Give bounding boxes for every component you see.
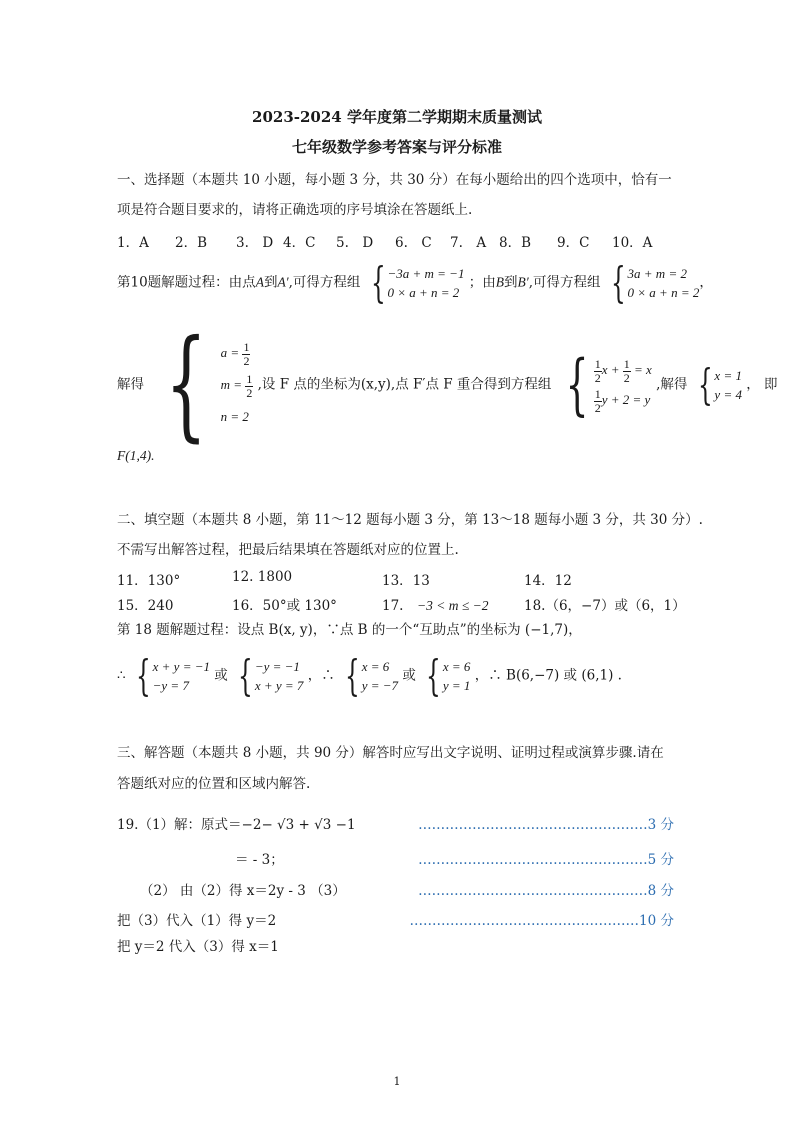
score-10: ……………………………………………10 分 (409, 913, 674, 929)
equation-system-2: { 3a + m = 2 0 × a + n = 2 (610, 258, 700, 307)
mc-answer: 10．A (612, 235, 653, 251)
page-subtitle: 七年级数学参考答案与评分标准 (291, 138, 502, 156)
section3-intro-1: 三、解答题（本题共 8 小题，共 90 分）解答时应写出文字说明、证明过程或演算步骤.请在 (117, 745, 664, 761)
fill-answer: 14．12 (524, 573, 572, 589)
q10-result: F(1,4). (117, 448, 155, 463)
q19-line-3: （2） 由（2）得 x＝2y - 3 （3） (140, 883, 346, 899)
page-number: 1 (393, 1075, 401, 1088)
fill-answer: 18.（6，−7）或（6，1） (524, 598, 686, 614)
fill-answer: 17. −3 < m ≤ −2 (382, 598, 489, 614)
q18-systems-line: ∴ { x + y = −1 −y = 7 或 { −y = −1 x + y = 7 ，∴ { x = 6 y = −7 或 { x = 6 y = 1 ，∴ B(6,−7) 或 (6,1) . (117, 651, 622, 700)
q18-system-4: { x = 6 y = 1 (426, 651, 471, 700)
score-5: ……………………………………………5 分 (418, 852, 674, 868)
score-3: ……………………………………………3 分 (418, 817, 674, 833)
mc-answer: 8．B (499, 235, 532, 251)
q18-system-3: { x = 6 y = −7 (345, 651, 399, 700)
mc-answer: 5. D (336, 235, 374, 251)
fill-answer: 15．240 (117, 598, 174, 614)
section3-intro-2: 答题纸对应的位置和区域内解答. (117, 776, 311, 792)
fill-answer: 13．13 (382, 573, 430, 589)
section1-intro-2: 项是符合题目要求的，请将正确选项的序号填涂在答题纸上. (117, 202, 473, 218)
q18-system-2: { −y = −1 x + y = 7 (238, 651, 304, 700)
mc-answer: 6. C (395, 235, 432, 251)
page-title: 2023-2024 学年度第二学期期末质量测试 (252, 108, 542, 126)
equation-system-4: { x = 1 y = 4 (697, 360, 742, 409)
q19-line-5: 把 y＝2 代入（3）得 x＝1 (117, 939, 279, 955)
score-8: ……………………………………………8 分 (418, 883, 674, 899)
q18-solution-line: 第 18 题解题过程：设点 B(x, y)，∵点 B 的一个“互助点”的坐标为 (−1,7)， (117, 622, 582, 638)
section2-intro-1: 二、填空题（本题共 8 小题，第 11～12 题每小题 3 分，第 13～18 题每小题 3 分，共 30 分）. (117, 512, 703, 528)
fill-answer: 16．50°或 130° (232, 598, 337, 614)
mc-answer: 3. D (236, 235, 274, 251)
q18-system-1: { x + y = −1 −y = 7 (135, 651, 210, 700)
q10-solution-line: 第10题解题过程：由点A到A′,可得方程组 { −3a + m = −1 0 × a + n = 2 ；由B到B′,可得方程组 { 3a + m = 2 0 × a + n = 2 ， (117, 258, 713, 307)
mc-answer: 7. A (450, 235, 487, 251)
q10-solve-line: 解得 { a = $\frac{1}{2}$ m = $\frac{1}{2}$ n = 2 ,设 F 点的坐标为(x,y),点 F′点 F 重合得到方程组 { $\frac{1}{2}$ x + $\frac{1}{2}$ = x $\frac{1}{2}$ y + 2 = y ,解得 { x = 1 y = 4 ， 即 (117, 315, 778, 454)
mc-answer: 9．C (557, 235, 590, 251)
solution-system: { a = $\frac{1}{2}$ m = $\frac{1}{2}$ n = 2 (165, 315, 253, 454)
q19-line-2: ＝ - 3； (235, 852, 284, 868)
section2-intro-2: 不需写出解答过程，把最后结果填在答题纸对应的位置上. (117, 542, 459, 558)
fill-answer: 11．130° (117, 573, 181, 589)
q19-line-4: 把（3）代入（1）得 y＝2 (117, 913, 277, 929)
mc-answer: 1．A (117, 235, 149, 251)
section1-intro-1: 一、选择题（本题共 10 小题，每小题 3 分，共 30 分）在每小题给出的四个选项中，恰有一 (117, 172, 672, 188)
equation-system-3: { $\frac{1}{2}$ x + $\frac{1}{2}$ = x $\frac{1}{2}$ y + 2 = y (565, 346, 652, 423)
mc-answer: 4．C (283, 235, 316, 251)
mc-answer: 2．B (175, 235, 208, 251)
q19-line-1: 19.（1）解：原式＝−2− √3 + √3 −1 (117, 817, 356, 833)
fill-answer: 12. 1800 (232, 569, 293, 585)
equation-system-1: { −3a + m = −1 0 × a + n = 2 (370, 258, 465, 307)
